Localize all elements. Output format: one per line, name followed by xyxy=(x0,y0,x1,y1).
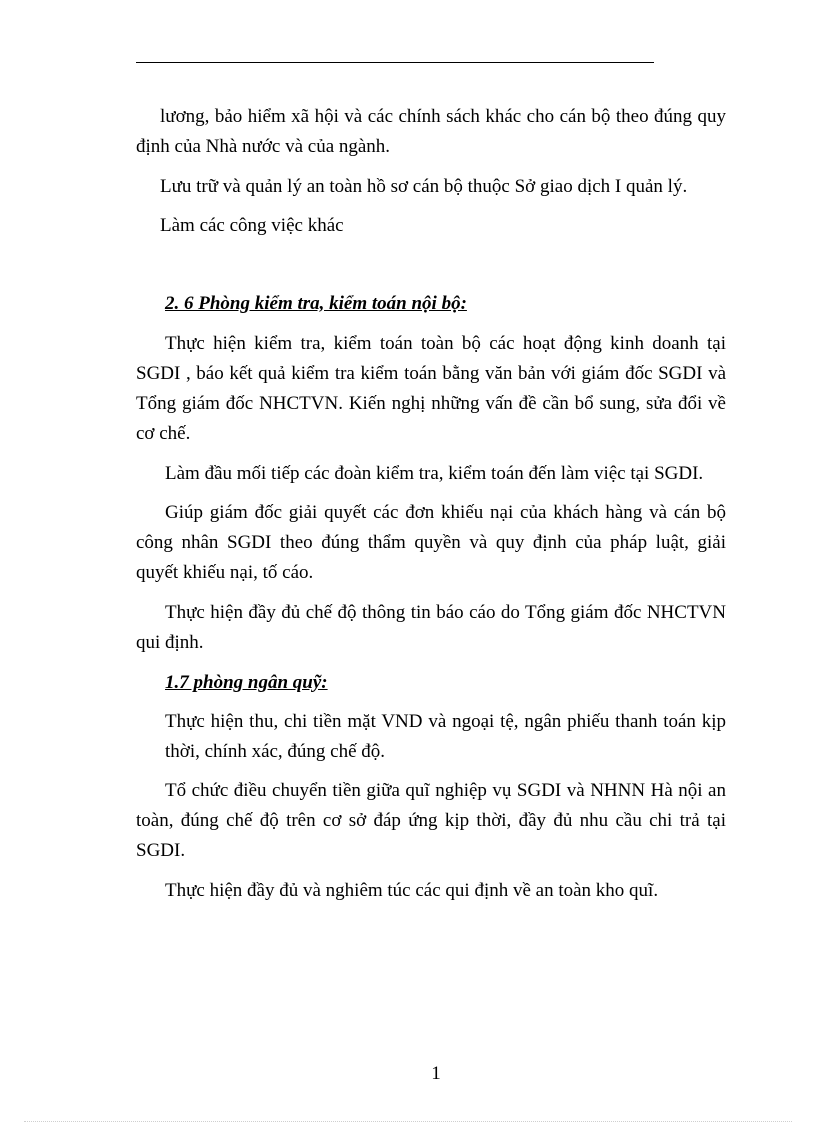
text-line: toàn, đúng chế độ trên cơ sở đáp ứng kịp thời, đầy đủ nhu cầu chi trả tại xyxy=(136,810,726,831)
text-line: Làm các công việc khác xyxy=(160,215,344,236)
page-bottom-border xyxy=(24,1121,792,1122)
text-line: Thực hiện đầy đủ chế độ thông tin báo cáo do Tổng giám đốc NHCTVN xyxy=(165,602,726,623)
text-line: Thực hiện đầy đủ và nghiêm túc các qui định về an toàn kho quĩ. xyxy=(165,880,659,901)
section-heading-ngan-quy: 1.7 phòng ngân quỹ: xyxy=(165,672,328,693)
text-line: thời, chính xác, đúng chế độ. xyxy=(165,741,386,762)
text-line: cơ chế. xyxy=(136,423,191,444)
text-line: Lưu trữ và quản lý an toàn hồ sơ cán bộ thuộc Sở giao dịch I quản lý. xyxy=(160,176,688,197)
page-number: 1 xyxy=(431,1063,441,1084)
section-heading-kiem-tra: 2. 6 Phòng kiểm tra, kiểm toán nội bộ: xyxy=(165,293,467,314)
text-line: Làm đầu mối tiếp các đoàn kiểm tra, kiểm toán đến làm việc tại SGDI. xyxy=(165,463,704,484)
text-line: công nhân SGDI theo đúng thẩm quyền và quy định của pháp luật, giải xyxy=(136,532,726,553)
text-line: SGDI. xyxy=(136,840,186,861)
text-line: Tổng giám đốc NHCTVN. Kiến nghị những vấn đề cần bổ sung, sửa đổi về xyxy=(136,393,726,414)
text-line: lương, bảo hiểm xã hội và các chính sách khác cho cán bộ theo đúng quy xyxy=(160,106,726,127)
text-line: Thực hiện kiểm tra, kiểm toán toàn bộ các hoạt động kinh doanh tại xyxy=(165,333,726,354)
text-line: SGDI , báo kết quả kiểm tra kiểm toán bằng văn bản với giám đốc SGDI và xyxy=(136,363,726,384)
text-line: định của Nhà nước và của ngành. xyxy=(136,136,391,157)
text-line: Thực hiện thu, chi tiền mặt VND và ngoại tệ, ngân phiếu thanh toán kịp xyxy=(165,711,726,732)
text-line: Tổ chức điều chuyển tiền giữa quĩ nghiệp vụ SGDI và NHNN Hà nội an xyxy=(165,780,726,801)
text-line: Giúp giám đốc giải quyết các đơn khiếu nại của khách hàng và cán bộ xyxy=(165,502,726,523)
header-rule xyxy=(136,62,654,63)
text-line: qui định. xyxy=(136,632,204,653)
text-line: quyết khiếu nại, tố cáo. xyxy=(136,562,314,583)
